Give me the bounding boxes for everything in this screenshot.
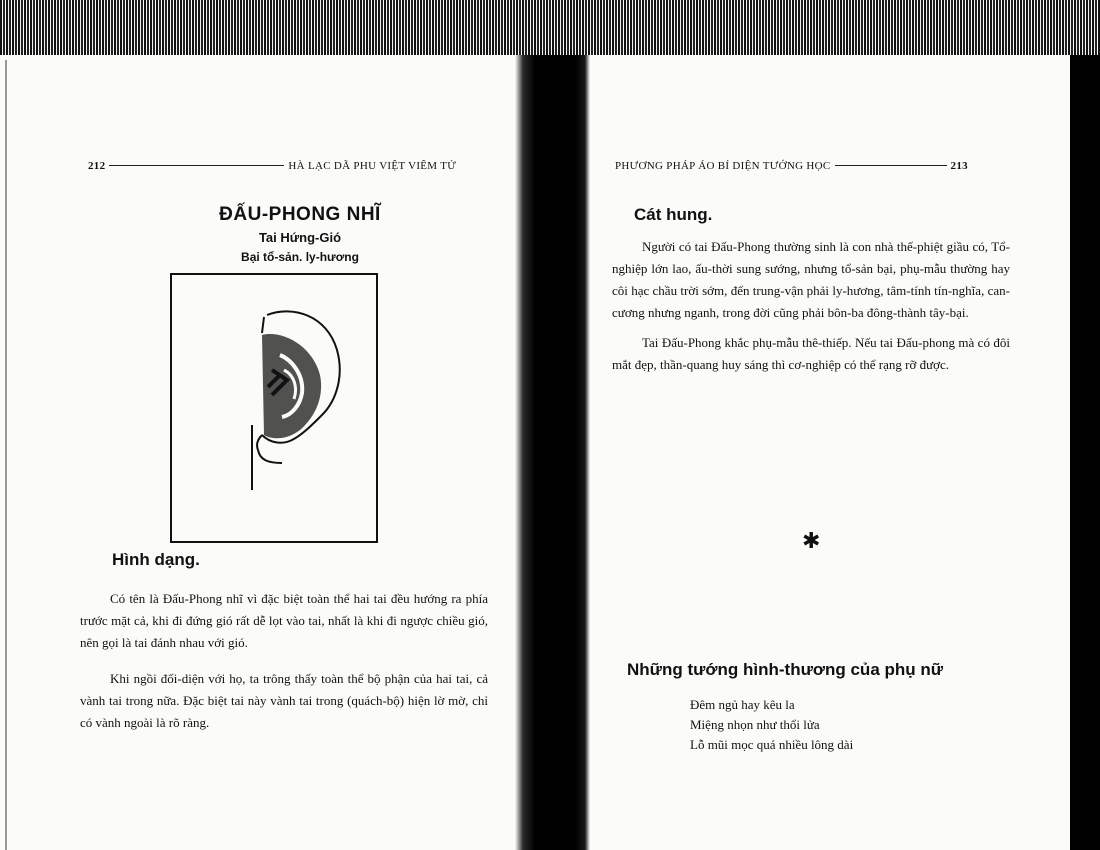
chapter-subtitle: Tai Hứng-Gió [258, 230, 342, 245]
paragraph-1: Có tên là Đấu-Phong nhĩ vì đặc biệt toàn thể hai tai đều hướng ra phía trước mặt cả, khi đi đứng gió rất dễ lọt vào tai, nhất là khi đi ngược chiều gió, nên gọi là tai đánh nhau với gió. [80, 591, 488, 650]
section-heading-female: Những tướng hình-thương của phụ nữ [627, 660, 944, 679]
page-number-left: 212 [88, 160, 106, 172]
right-running-header [615, 160, 1010, 172]
right-body-text [612, 236, 1010, 376]
scanner-edge-stripes [0, 0, 1100, 62]
running-head-left: HÀ LẠC DÃ PHU VIỆT VIÊM TỬ [288, 160, 457, 172]
scan-border [1070, 55, 1100, 850]
section-heading-shape: Hình dạng. [112, 550, 200, 569]
left-body-text [80, 588, 488, 734]
page-number-right: 213 [950, 160, 968, 172]
verse-line-1: Đêm ngủ hay kêu la [690, 697, 795, 712]
verse-line-3: Lỗ mũi mọc quá nhiều lông dài [690, 737, 854, 752]
verse-line-2: Miệng nhọn như thổi lửa [690, 717, 820, 732]
paragraph-4: Tai Đấu-Phong khắc phụ-mẫu thê-thiếp. Nếu tai Đấu-phong mà có đôi mắt đẹp, thần-quang huy sáng thì cơ-nghiệp có thể rạng rỡ được. [612, 335, 1010, 372]
paragraph-3: Người có tai Đấu-Phong thường sinh là con nhà thế-phiệt giầu có, Tổ-nghiệp lớn lao, ấu-thời sung sướng, nhưng tổ-sản bại, phụ-mẫu thường hay côi hạc chầu trời sớm, đến trung-vận phải ly-hương, tâm-tính tín-nghĩa, can-cương nhưng nganh, trong đời cũng phải bôn-ba đông-thành tây-bại. [612, 239, 1010, 320]
chapter-subtitle-2: Bại tổ-sản. ly-hương [241, 250, 359, 264]
chapter-title: ĐẤU-PHONG NHĨ [219, 204, 381, 225]
ear-illustration-icon [172, 275, 376, 541]
section-heading-fortune: Cát hung. [634, 205, 713, 224]
left-running-header [88, 160, 516, 172]
paragraph-2: Khi ngồi đối-diện với họ, ta trông thấy toàn thể bộ phận của hai tai, cả vành tai trong nữa. Đặc biệt tai này vành tai trong (quách-bộ) hiện lờ mờ, chỉ có vành ngoài là rõ ràng. [80, 671, 488, 730]
verse-block [690, 695, 853, 755]
book-gutter-shadow [515, 55, 590, 850]
page-edge-line [5, 60, 7, 850]
ornament-star: ✱ [802, 528, 821, 553]
ear-figure [170, 273, 378, 543]
running-head-right: PHƯƠNG PHÁP ÁO BÍ DIỆN TƯỚNG HỌC [615, 160, 831, 172]
